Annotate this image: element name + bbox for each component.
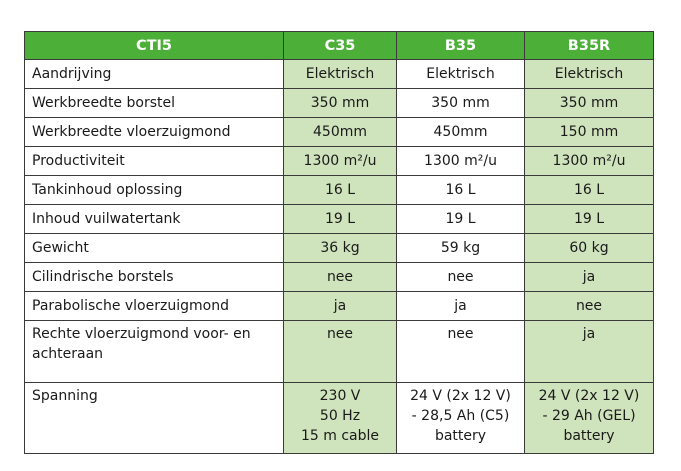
cell-b35r: ja (525, 321, 654, 383)
table-row (25, 118, 654, 147)
cell-c35: 19 L (284, 205, 397, 234)
row-label: Gewicht (25, 234, 284, 263)
cell-b35 (397, 383, 525, 454)
row-label: Werkbreedte vloerzuigmond (25, 118, 284, 147)
cell-b35r: Elektrisch (525, 60, 654, 89)
cell-b35: 1300 m²/u (397, 147, 525, 176)
table-row (25, 263, 654, 292)
cell-line: - 29 Ah (GEL) (542, 408, 636, 424)
cell-b35r: 1300 m²/u (525, 147, 654, 176)
cell-b35r: 150 mm (525, 118, 654, 147)
row-label: Spanning (25, 383, 284, 454)
cell-b35r: 16 L (525, 176, 654, 205)
cell-c35: 16 L (284, 176, 397, 205)
cell-c35: 36 kg (284, 234, 397, 263)
header-row (25, 32, 654, 60)
cell-line: battery (434, 428, 487, 444)
cell-b35r (525, 383, 654, 454)
cell-line: - 28,5 Ah (C5) (411, 408, 510, 424)
table-row (25, 234, 654, 263)
cell-c35: 450mm (284, 118, 397, 147)
cell-b35r: 19 L (525, 205, 654, 234)
cell-b35: 19 L (397, 205, 525, 234)
table-row (25, 176, 654, 205)
table-row (25, 60, 654, 89)
row-label: Cilindrische borstels (25, 263, 284, 292)
row-label: Rechte vloerzuigmond voor- en achteraan (25, 321, 284, 383)
header-cell-model-family: CTI5 (25, 32, 284, 60)
cell-line: 50 Hz (319, 408, 361, 424)
row-label: Parabolische vloerzuigmond (25, 292, 284, 321)
table-row (25, 147, 654, 176)
cell-b35: 16 L (397, 176, 525, 205)
cell-b35: ja (397, 292, 525, 321)
table-row (25, 383, 654, 454)
table-row (25, 321, 654, 383)
cell-b35: 350 mm (397, 89, 525, 118)
cell-b35r: 350 mm (525, 89, 654, 118)
table-header (25, 32, 654, 60)
cell-b35: 59 kg (397, 234, 525, 263)
cell-b35: nee (397, 263, 525, 292)
row-label: Inhoud vuilwatertank (25, 205, 284, 234)
cell-line: 24 V (2x 12 V) (410, 388, 511, 404)
table-row (25, 292, 654, 321)
cell-line: 24 V (2x 12 V) (538, 388, 640, 404)
cell-c35: Elektrisch (284, 60, 397, 89)
spec-table (24, 31, 654, 454)
table-body (25, 60, 654, 454)
header-cell-b35: B35 (397, 32, 525, 60)
cell-line: 230 V (319, 388, 361, 404)
cell-b35: 450mm (397, 118, 525, 147)
cell-c35: 1300 m²/u (284, 147, 397, 176)
cell-c35: ja (284, 292, 397, 321)
cell-b35r: ja (525, 263, 654, 292)
table-row (25, 89, 654, 118)
row-label: Productiviteit (25, 147, 284, 176)
cell-c35: nee (284, 263, 397, 292)
cell-c35: 350 mm (284, 89, 397, 118)
cell-b35: Elektrisch (397, 60, 525, 89)
cell-line: 15 m cable (300, 428, 380, 444)
row-label: Werkbreedte borstel (25, 89, 284, 118)
cell-b35r: 60 kg (525, 234, 654, 263)
table-row (25, 205, 654, 234)
cell-c35 (284, 383, 397, 454)
cell-c35: nee (284, 321, 397, 383)
cell-b35: nee (397, 321, 525, 383)
cell-b35r: nee (525, 292, 654, 321)
header-cell-b35r: B35R (525, 32, 654, 60)
row-label: Aandrijving (25, 60, 284, 89)
row-label: Tankinhoud oplossing (25, 176, 284, 205)
cell-line: battery (563, 428, 615, 444)
header-cell-c35: C35 (284, 32, 397, 60)
